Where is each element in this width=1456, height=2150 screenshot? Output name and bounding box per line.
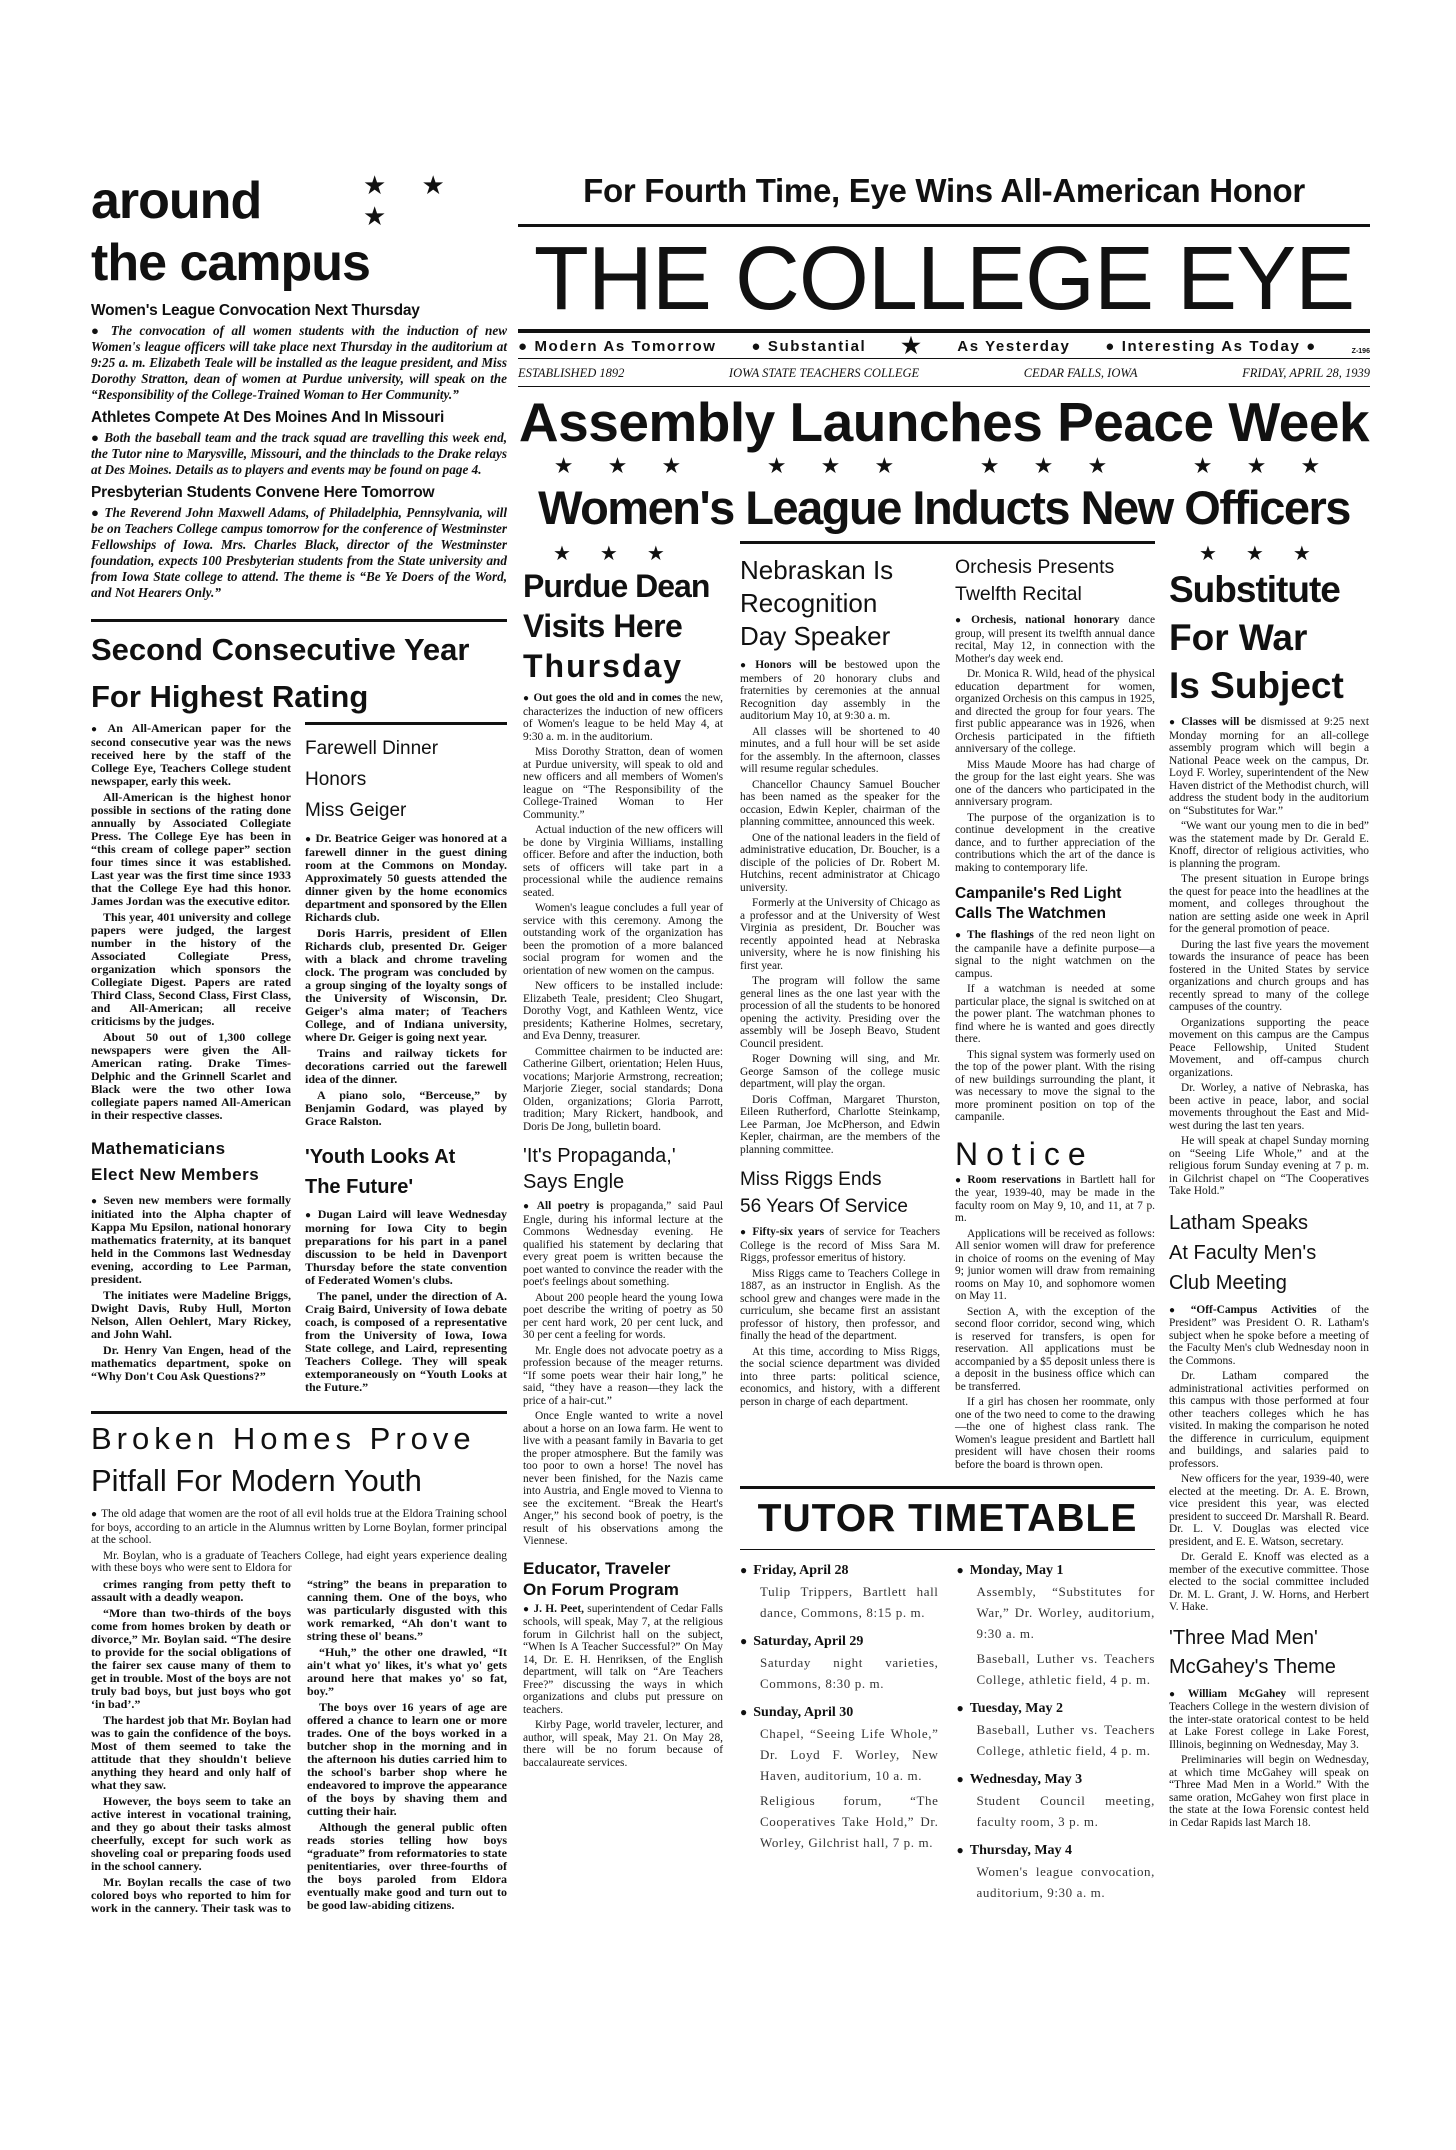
article-body xyxy=(955,614,1155,874)
stars-ornament: ★ ★ ★ xyxy=(363,170,459,231)
bullet-icon: ● xyxy=(740,1227,749,1238)
headline: Says Engle xyxy=(523,1171,625,1193)
article-all-american-body xyxy=(91,722,291,1122)
lead-words: Seven new members xyxy=(103,1193,212,1207)
paragraph: A piano solo, “Berceuse,” by Benjamin Godard, was played by Grace Ralston. xyxy=(305,1088,507,1128)
paragraph: About 200 people heard the young Iowa poet describe the writing of poetry as 50 per cent hard work, 20 per cent luck, and 30 per cent a feeling for words. xyxy=(523,1291,723,1341)
paragraph: Dr. Latham compared the administrational activities performed on this campus with those performed at four other teachers colleges which he has visited. In making the comparison he noted the difference in curriculum, equipment and buildings, and salaries paid to professors. xyxy=(1169,1370,1369,1470)
paragraph: One of the national leaders in the field of administrative education, Dr. Boucher, is a disciple of the policies of Dr. Robert M. Hutchins, recent administrator at Chicago university. xyxy=(740,831,940,894)
paragraph: Miss Maude Moore has had charge of the group for the last eight years. She was one of the dancers who participated in the anniversary program. xyxy=(955,758,1155,808)
bullet-icon: ● xyxy=(740,1705,748,1719)
article-body xyxy=(1169,1304,1369,1614)
college-name: IOWA STATE TEACHERS COLLEGE xyxy=(728,366,920,380)
headline: Thursday xyxy=(523,648,684,684)
article-body xyxy=(1169,716,1369,1198)
headline: Club Meeting xyxy=(1169,1271,1287,1294)
paragraph: Dr. Monica R. Wild, head of the physical education department for women, organized Orchesis on this campus in 1925, and directed the group for four years. The first public appearance was in 1926, when Orchesis participated in the fiftieth anniversary of the college. xyxy=(955,668,1155,755)
paragraph: Once Engle wanted to write a novel about a horse on an Iowa farm. He went to live with a peasant family in Bavaria to get the proper atmosphere. But the family was too poor to own a horse! The novel has never been finished, for the Nazis came into Austria, and Engle moved to Vienna to see the excitement. “Break the Heart's Anger,” his second book of poetry, is the result of his observations among the Viennese. xyxy=(523,1410,723,1547)
divider xyxy=(740,541,1155,544)
headline: Latham Speaks xyxy=(1169,1211,1308,1234)
paragraph xyxy=(523,692,723,743)
paragraph-text: will represent Teachers College in the western division of the inter-state oratorical contest to be held at Lake Forest college in Lake Forest, Illinois, beginning on Wednesday, May 3. xyxy=(1169,1687,1369,1751)
paragraph-text: The old adage that women are the root of all evil holds true at the Eldora Training school for boys, according to an article in the Alumnus written by Lorne Boylan, former principal at the school. xyxy=(91,1508,507,1546)
timetable-day xyxy=(957,1560,1156,1690)
timetable-day xyxy=(957,1698,1156,1761)
lead-words: Dugan Laird xyxy=(317,1207,387,1221)
bullet-icon: ● xyxy=(91,1196,100,1207)
paragraph: Organizations supporting the peace movement on this campus are the Campus Peace Fellowship, United Student Movement, and off-campus church organizations. xyxy=(1169,1016,1369,1079)
headline: Purdue Dean xyxy=(523,568,710,604)
lead-words: Room reservations xyxy=(967,1173,1061,1186)
bullet-icon: ● xyxy=(956,1843,964,1857)
paragraph: New officers to be installed include: Elizabeth Teale, president; Cleo Shugart, Dorothy Vogt, and Kathleen Wentz, vice presidents; Katherine Holmes, secretary, and Eva Denny, treasurer. xyxy=(523,980,723,1042)
timetable-event: Tulip Trippers, Bartlett hall dance, Commons, 8:15 p. m. xyxy=(760,1584,939,1620)
headline: Miss Geiger xyxy=(305,800,407,821)
paragraph: Dr. Henry Van Engen, head of the mathematics department, spoke on “Why Don't Cou Ask Questions?” xyxy=(91,1343,291,1383)
article-propaganda xyxy=(523,1143,723,1548)
headline: Substitute xyxy=(1169,569,1340,610)
lead-words: Honors will be xyxy=(755,659,837,671)
paragraph: However, the boys seem to take an active interest in vocational training, and they go about their tasks almost cheerfully, except for such work as shoveling coal or preparing foods used in the school cannery. xyxy=(91,1793,291,1873)
timetable-title: TUTOR TIMETABLE xyxy=(740,1486,1155,1550)
bullet-icon: ● xyxy=(523,693,530,704)
column-orchesis xyxy=(955,554,1155,1474)
timetable-event: Chapel, “Seeing Life Whole,” Dr. Loyd F. Worley, New Haven, auditorium, 10 a. m. xyxy=(760,1726,939,1783)
article-educator xyxy=(523,1558,723,1770)
article-purdue-dean xyxy=(523,541,723,1133)
brief-body: ● Both the baseball team and the track squad are travelling this week end, the Tutor nine to Marysville, Missouri, and the thinclads to the Drake relays at Des Moines. Details as to players and events may be found on page 4. xyxy=(91,430,507,477)
paragraph: He will speak at chapel Sunday morning on “Seeing Life Whole,” and at the religious forum Sunday evening at 7 p. m. in Gilchrist chapel on “The Cooperatives Take Hold.” xyxy=(1169,1135,1369,1197)
paragraph-text: bestowed upon the members of 20 honorary clubs and fraternities by ceremonies at the annual Recognition day assembly in the auditorium May 10, at 9:30 a. m. xyxy=(740,659,941,722)
paragraph-text: for the second consecutive year was the news received here by the staff of the College Eye, Teachers College student newspaper, early this week. xyxy=(91,721,291,788)
established: ESTABLISHED 1892 xyxy=(518,366,625,380)
bullet-icon: ● xyxy=(305,834,312,845)
timetable-event: Saturday night varieties, Commons, 8:30 p. m. xyxy=(760,1655,939,1691)
motto: ● Modern As Tomorrow xyxy=(518,337,717,355)
headline: At Faculty Men's xyxy=(1169,1241,1317,1264)
masthead xyxy=(518,172,1370,537)
timetable-date xyxy=(740,1560,939,1581)
paragraph: If a girl has chosen her roommate, only one of the two need to come to the drawing—the one of highest class rank. The Women's league president and Bartlett hall president will have chosen their rooms before the board is thrown open. xyxy=(955,1396,1155,1471)
brief-body: ● The convocation of all women students with the induction of new Women's league officers will take place next Thursday in the auditorium at 9:25 a. m. Elizabeth Teale will be installed as the league president, and Miss Dorothy Stratton, dean of women at Purdue university, will speak on the “Responsibility of the College-Trained Woman to Her Community.” xyxy=(91,323,507,402)
paragraph xyxy=(955,1174,1155,1225)
article-body xyxy=(740,1226,940,1408)
lead-words: An All-American paper xyxy=(107,721,241,735)
paragraph: Kirby Page, world traveler, lecturer, and author, will speak, May 21. On May 28, there will be no forum because of baccalaureate services. xyxy=(523,1719,723,1769)
timetable-date-text: Tuesday, May 2 xyxy=(969,1701,1063,1716)
paragraph-text: of service for Teachers College is the record of Miss Sara M. Riggs, professor emeritus of history. xyxy=(740,1226,940,1264)
stars-ornament: ★ ★ ★ xyxy=(1199,543,1323,565)
paragraph-text: was honored at a farewell dinner in the guest dining room at the Commons on Monday. Approximately 50 guests attended the dinner given by the home economics department and sponsored by the Ellen Richards club. xyxy=(305,831,507,924)
main-section xyxy=(518,172,1370,1903)
lead-words: All poetry is xyxy=(536,1200,604,1212)
paragraph: “We want our young men to die in bed” was the statement made by Dr. Gerald E. Knoff, director of religious activities, who is planning the program. xyxy=(1169,820,1369,870)
headline: Farewell Dinner xyxy=(305,738,439,759)
bullet-icon: ● xyxy=(740,1563,748,1577)
paragraph xyxy=(955,614,1155,665)
paragraph: “Huh,” the other one drawled, “It ain't what yo' likes, it's what yo' gets around here that makes yo' so fat, boy.” xyxy=(307,1644,507,1698)
bullet-icon: ● xyxy=(740,660,752,671)
paragraph-text: of the President” was President O. R. Latham's subject when he spoke before a meeting of the Faculty Men's club Wednesday noon in the Commons. xyxy=(1169,1303,1369,1367)
paragraph: The purpose of the organization is to continue development in the creative dance, and to further appreciation of the contributions which the art of the dance is making to contemporary life. xyxy=(955,811,1155,874)
timetable-event: Baseball, Luther vs. Teachers College, athletic field, 4 p. m. xyxy=(976,1651,1155,1687)
paragraph-text: will leave Wednesday morning for Iowa City to begin preparations for his part in a panel discussion to be held in Davenport Thursday before the state convention of Federated Women's clubs. xyxy=(305,1207,507,1287)
paragraph: Roger Downing will sing, and Mr. George Samson of the college music department, will play the organ. xyxy=(740,1053,940,1090)
headline: Mathematicians xyxy=(91,1139,226,1158)
timetable-date xyxy=(957,1769,1156,1790)
timetable-date xyxy=(957,1560,1156,1581)
paragraph-text: were formally initiated into the Alpha chapter of Kappa Mu Epsilon, national honorary mathematics fraternity, at its banquet held in the Commons last Wednesday evening, according to Lee Parman, president. xyxy=(91,1193,292,1286)
paragraph: The present situation in Europe brings the quest for peace into the headlines at the moment, and colleges throughout the nation are setting aside one week in April for the general promotion of peace. xyxy=(1169,873,1369,935)
paragraph xyxy=(305,832,507,924)
paragraph: Women's league concludes a full year of service with this ceremony. Among the outstanding work of the organization has been the promotion of a more balanced social program for women and the orientation of new women on the campus. xyxy=(523,902,723,977)
article-body xyxy=(305,832,507,1128)
second-headline: Women's League Inducts New Officers xyxy=(538,481,1350,534)
paragraph: Section A, with the exception of the second floor corridor, second wing, which is reserved for transfers, is open for reservation. All applications must be accompanied by a $5 deposit unless there is a deposit in the business office which can be transferred. xyxy=(955,1305,1155,1393)
timetable-date-text: Monday, May 1 xyxy=(969,1563,1064,1578)
bullet-icon: ● xyxy=(1169,1688,1184,1700)
paragraph-text: the new, characterizes the induction of new officers of Women's league to be held May 4, at 9:30 a. m. in the auditorium. xyxy=(523,692,723,743)
location: CEDAR FALLS, IOWA xyxy=(1023,366,1138,380)
paragraph: About 50 out of 1,300 college newspapers were given the All-American rating. Drake Times-Delphic and the Grinnell Scarlet and Black were the two other Iowa collegiate papers named All-American in their respective classes. xyxy=(91,1030,291,1122)
headline: Elect New Members xyxy=(91,1165,260,1184)
lead-words: J. H. Peet, xyxy=(533,1602,584,1615)
headline: Educator, Traveler xyxy=(523,1558,671,1578)
headline: Nebraskan Is xyxy=(740,555,894,585)
paragraph xyxy=(305,1208,507,1287)
paragraph xyxy=(740,1226,940,1265)
headline: Orchesis Presents xyxy=(955,556,1115,578)
paragraph-text: propaganda,” said Paul Engle, during his informal lecture at the Commons Wednesday evening. He qualified his statement by declaring that every great poem is written because the poet wanted to convince the reader with the poet's feelings about something. xyxy=(523,1200,723,1288)
headline: Campanile's Red Light xyxy=(955,885,1122,902)
paragraph: The program will follow the same general lines as the one last year with the procession of all the students to be honored opening the activity. Presiding over the assembly will be Joseph Beavo, Student Council president. xyxy=(740,975,940,1050)
paragraph xyxy=(91,1508,507,1547)
paragraph-text: dance group, will present its twelfth annual dance recital, May 12, in connection with the Mother's day week end. xyxy=(955,614,1155,665)
headline: For Highest Rating xyxy=(91,679,369,714)
paragraph: This signal system was formerly used on the top of the power plant. With the rising of new buildings surrounding the plant, it was necessary to move the signal to the more prominent position on top of the campanile. xyxy=(955,1048,1155,1123)
bullet-icon: ● xyxy=(956,1563,964,1577)
brief-headline: Athletes Compete At Des Moines And In Missouri xyxy=(91,409,445,426)
timetable-day xyxy=(740,1631,939,1694)
timetable-days xyxy=(740,1560,1155,1903)
paragraph xyxy=(955,929,1155,980)
paragraph xyxy=(1169,1304,1369,1368)
banner-headline: For Fourth Time, Eye Wins All-American Honor xyxy=(583,172,1305,209)
timetable-date-text: Sunday, April 30 xyxy=(753,1705,854,1720)
bullet-icon: ● xyxy=(305,1210,314,1221)
article-all-american-headline xyxy=(91,626,507,720)
timetable-event: Student Council meeting, faculty room, 3 p. m. xyxy=(976,1793,1155,1829)
paragraph: The hardest job that Mr. Boylan had was to gain the confidence of the boys. Most of them seemed to take the attitude that they shouldn't believe anything they heard and only half of what they saw. xyxy=(91,1712,291,1792)
bullet-icon: ● xyxy=(523,1201,533,1212)
article-latham xyxy=(1169,1208,1369,1614)
timetable-date-text: Wednesday, May 3 xyxy=(969,1772,1083,1787)
paragraph: Applications will be received as follows: All senior women will draw for preference in choice of rooms on the evening of May 9; junior women will draw from remaining rooms on May 10, and sophomore women on May 11. xyxy=(955,1227,1155,1302)
paragraph-text: dismissed at 9:25 next Monday morning for an all-college assembly program which will begin a National Peace week on the campus, Dr. Loyd F. Worley, superintendent of the New Haven district of the Methodist church, will address the student body in the auditorium on “Substitutes for War.” xyxy=(1169,716,1369,817)
tutor-timetable xyxy=(740,1486,1155,1903)
bullet-icon: ● xyxy=(955,1174,964,1186)
stars-ornament: ★ ★ ★ ★ ★ ★ ★ ★ ★ ★ ★ ★ xyxy=(553,453,1335,478)
paragraph: Preliminaries will begin on Wednesday, at which time McGahey will speak on “Three Mad Men in a World.” With the same oration, McGahey won first place in the state at the Iowa Forensic contest held in Cedar Rapids last March 18. xyxy=(1169,1754,1369,1829)
timetable-date xyxy=(957,1698,1156,1719)
timetable-day xyxy=(740,1560,939,1623)
paragraph: Dr. Gerald E. Knoff was elected as a member of the executive committee. Those elected to the social committee included Dr. M. L. Grant, J. W. Horns, and Herbert V. Hake. xyxy=(1169,1551,1369,1613)
paragraph: The boys over 16 years of age are offered a chance to learn one or more trades. One of the boys worked in a butcher shop in the morning and in the afternoon his duties carried him to the school's barber shop where he endeavored to improve the appearance of the boys by shaving them and cutting their hair. xyxy=(307,1699,507,1818)
paragraph: New officers for the year, 1939-40, were elected at the meeting. Dr. A. E. Brown, vice president this year, was elected president to succeed Dr. Marshall R. Beard. Dr. L. V. Douglas was elected vice president, and E. E. Watson, secretary. xyxy=(1169,1473,1369,1548)
paragraph: If a watchman is needed at some particular place, the signal is switched on at the power plant. The watchman phones to find where he is wanted and goes directly there. xyxy=(955,983,1155,1045)
timetable-event: Assembly, “Substitutes for War,” Dr. Worley, auditorium, 9:30 a. m. xyxy=(976,1584,1155,1641)
article-notice xyxy=(955,1134,1155,1472)
headline: Is Subject xyxy=(1169,665,1344,706)
headline: Second Consecutive Year xyxy=(91,632,470,667)
divider xyxy=(518,224,1370,227)
paragraph-text: superintendent of Cedar Falls schools, will speak, May 7, at the religious forum in Gilchrist hall on the subject, “When Is A Teacher Successful?” On May 14, Dr. E. H. Henriksen, of the English department, will talk on “Are Teachers Free?” discussing the ways in which organizations and clubs put pressure on teachers. xyxy=(523,1602,723,1716)
paragraph: Actual induction of the new officers will be done by Virginia Williams, installing officer. Before and after the induction, both sets of officers will take part in a processional while the audience remains seated. xyxy=(523,824,723,899)
lead-words: William McGahey xyxy=(1187,1687,1287,1700)
paragraph xyxy=(523,1200,723,1289)
newspaper-title: THE COLLEGE EYE xyxy=(533,229,1355,329)
article-miss-riggs xyxy=(740,1166,940,1408)
timetable-event: Women's league convocation, auditorium, 9:30 a. m. xyxy=(976,1864,1155,1900)
lead-words: “Off-Campus Activities xyxy=(1190,1303,1317,1316)
lead-words: Fifty-six years xyxy=(752,1226,825,1238)
headline: Honors xyxy=(305,769,367,790)
paragraph: Dr. Worley, a native of Nebraska, has been active in peace, labor, and social movements throughout the East and Mid-west during the last ten years. xyxy=(1169,1082,1369,1132)
headline: For War xyxy=(1169,617,1308,658)
bullet-icon: ● xyxy=(1169,1304,1187,1316)
paragraph: All-American is the highest honor possible in sections of the rating done annually by Associated Collegiate Press. The College Eye has been in “this cream of college paper” section four times since it was established. Last year was the first time since 1933 that the College Eye had this honor. James Jordan was the executive editor. xyxy=(91,790,291,908)
paragraph: Formerly at the University of Chicago as a professor and at the University of West Virginia as president, Dr. Boucher was recently appointed head at Nebraska university, where he is now finishing his first year. xyxy=(740,897,940,972)
column-group-center xyxy=(740,541,1155,1903)
paragraph: Mr. Boylan, who is a graduate of Teachers College, had eight years experience dealing with these boys who were sent to Eldora for xyxy=(91,1549,507,1574)
paragraph: Doris Coffman, Margaret Thurston, Eileen Rutherford, Charlotte Steinkamp, Lee Parman, Joe McPherson, and Edwin Kepler, chairman, are the members of the planning committee. xyxy=(740,1093,940,1156)
timetable-day xyxy=(957,1840,1156,1903)
headline: Visits Here xyxy=(523,608,683,644)
paragraph: Doris Harris, president of Ellen Richards club, presented Dr. Geiger with a black and chrome traveling clock. The program was concluded by a group singing of the loyalty songs of the University of Wisconsin, Dr. Geiger's alma mater; of Teachers College, and of Indiana university, where Dr. Geiger is going next year. xyxy=(305,926,507,1044)
paragraph xyxy=(1169,716,1369,817)
headline: 'Youth Looks At xyxy=(305,1146,456,1168)
article-orchesis xyxy=(955,554,1155,874)
headline: Miss Riggs Ends xyxy=(740,1169,882,1190)
headline: McGahey's Theme xyxy=(1169,1655,1336,1678)
article-youth-looks xyxy=(305,1142,507,1394)
section-title: the campus xyxy=(91,234,370,292)
bullet-icon: ● xyxy=(955,930,963,941)
edition-code: Z-196 xyxy=(1351,348,1370,355)
column-nebraskan xyxy=(740,554,940,1411)
paragraph-text: of the red neon light on the campanile have a definite purpose—a signal to the night watchmen on the campus. xyxy=(955,929,1156,980)
motto: ● Interesting As Today ● xyxy=(1105,337,1317,355)
lead-words: Orchesis, national honorary xyxy=(971,614,1120,626)
paragraph: The initiates were Madeline Briggs, Dwight Davis, Ruby Hull, Morton Nelson, Allen Oehlert, Mary Rickey, and John Wahl. xyxy=(91,1288,291,1341)
article-body xyxy=(91,1194,291,1383)
bullet-icon: ● xyxy=(740,1634,748,1648)
paragraph: During the last five years the movement towards the insurance of peace has been fostered in the United States by service organizations and church groups and has recently spread to many of the college campuses of the country. xyxy=(1169,938,1369,1013)
center-subcolumns xyxy=(740,554,1155,1474)
motto: As Yesterday xyxy=(957,337,1071,355)
headline: The Future' xyxy=(305,1176,414,1198)
brief-headline: Women's League Convocation Next Thursday xyxy=(91,302,420,319)
bullet-icon: ● xyxy=(91,1509,98,1520)
paragraph: crimes ranging from petty theft to assault with a deadly weapon. xyxy=(91,1576,291,1604)
paragraph: Chancellor Chauncy Samuel Boucher has been named as the speaker for the occasion, Edwin Kepler, chairman of the planning committee, announced this week. xyxy=(740,778,940,828)
timetable-date-text: Saturday, April 29 xyxy=(753,1634,864,1649)
article-body xyxy=(523,692,723,1133)
headline: Recognition xyxy=(740,588,878,618)
headline: Broken Homes Prove xyxy=(91,1421,476,1456)
article-body xyxy=(91,1578,507,1915)
timetable-date-text: Friday, April 28 xyxy=(753,1563,849,1578)
article-body xyxy=(955,929,1155,1124)
lead-words: Dr. Beatrice Geiger xyxy=(315,831,416,845)
left-subcolumn xyxy=(91,722,291,1386)
timetable-event: Religious forum, “The Cooperatives Take Hold,” Dr. Worley, Gilchrist hall, 7 p. m. xyxy=(760,1793,939,1850)
timetable-day xyxy=(740,1702,939,1853)
headline: Calls The Watchmen xyxy=(955,905,1107,922)
timetable-event: Baseball, Luther vs. Teachers College, athletic field, 4 p. m. xyxy=(976,1722,1155,1758)
around-the-campus-section xyxy=(91,168,507,601)
paragraph: Miss Dorothy Stratton, dean of women at Purdue university, will speak to old and new officers and all members of Women's league on “The Responsibility of the College-Trained Woman to Her Community.” xyxy=(523,746,723,821)
article-body xyxy=(523,1200,723,1548)
paragraph: Mr. Boylan recalls the case of two colored boys who reported to him for work in the cannery. Their task was to “string” the beans in preparation to canning them. One of the boys, who was particularly disgusted with this work remarked, “Ah don't want to string these ol' beans.” xyxy=(91,1576,507,1915)
article-substitute-for-war xyxy=(1169,541,1369,1198)
dateline xyxy=(518,359,1370,387)
divider xyxy=(91,619,507,622)
brief-body: ● The Reverend John Maxwell Adams, of Philadelphia, Pennsylvania, will be on Teachers College campus tomorrow for the conference of Westminster Fellowships of Iowa. Mrs. Charles Black, director of the Westminster foundation, expects 100 Presbyterian students from the State university and from Iowa State college to attend. The theme is “Be Ye Doers of the Word, and Not Hearers Only.” xyxy=(91,505,507,600)
paragraph: The panel, under the direction of A. Craig Baird, University of Iowa debate coach, is composed of a representative from the University of Iowa, Iowa State college, and Laird, representing Teachers College. They will speak extemporaneously on “Youth Looks at the Future.” xyxy=(305,1289,507,1394)
lead-words: Out goes the old and in comes xyxy=(533,692,682,704)
headline: Pitfall For Modern Youth xyxy=(91,1463,422,1498)
timetable-date xyxy=(957,1840,1156,1861)
timetable-date xyxy=(740,1631,939,1652)
headline: On Forum Program xyxy=(523,1579,679,1599)
column-right xyxy=(1169,541,1369,1832)
paragraph: Mr. Engle does not advocate poetry as a profession because of the meager returns. “If some poets wear their hair long,” he said, “they have a reason—they lack the price of a hair-cut.” xyxy=(523,1344,723,1407)
stars-ornament: ★ ★ ★ xyxy=(553,543,677,565)
headline: 'Three Mad Men' xyxy=(1169,1626,1318,1649)
right-subcolumn xyxy=(305,722,507,1397)
bullet-icon: ● xyxy=(956,1772,964,1786)
lead-words: Classes will be xyxy=(1181,716,1256,728)
timetable-date-text: Thursday, May 4 xyxy=(969,1843,1073,1858)
paragraph xyxy=(523,1603,723,1717)
timetable-date xyxy=(740,1702,939,1723)
paragraph: Trains and railway tickets for decorations carried out the farewell idea of the dinner. xyxy=(305,1046,507,1086)
headline: Notice xyxy=(955,1135,1094,1172)
headline: Day Speaker xyxy=(740,621,891,651)
article-body xyxy=(305,1208,507,1394)
left-section xyxy=(91,168,507,1915)
article-body xyxy=(955,1174,1155,1472)
paragraph xyxy=(91,722,291,788)
bullet-icon: ● xyxy=(91,724,104,735)
article-broken-homes xyxy=(91,1411,507,1915)
headline: 56 Years Of Service xyxy=(740,1196,908,1217)
article-intro xyxy=(91,1508,507,1575)
paragraph: At this time, according to Miss Riggs, the social science department was divided into three parts: political science, economics, and history, with a different person in charge of each department. xyxy=(740,1345,940,1408)
bullet-icon: ● xyxy=(955,615,968,626)
star-icon: ★ xyxy=(901,333,923,358)
article-mathematicians xyxy=(91,1136,291,1383)
brief-headline: Presbyterian Students Convene Here Tomorrow xyxy=(91,484,435,501)
paragraph xyxy=(740,659,940,723)
lead-headline: Assembly Launches Peace Week xyxy=(518,391,1370,453)
left-subcolumns xyxy=(91,722,507,1397)
timetable-day xyxy=(957,1769,1156,1832)
bullet-icon: ● xyxy=(956,1701,964,1715)
article-body xyxy=(740,659,940,1156)
article-nebraskan xyxy=(740,554,940,1156)
article-body xyxy=(523,1603,723,1770)
paragraph-text: in Bartlett hall for the year, 1939-40, may be made in the faculty room on May 9, 10, and 11, at 7 p. m. xyxy=(955,1173,1155,1224)
paragraph: “More than two-thirds of the boys come from homes broken by death or divorce,” Mr. Boylan said. “The desire to provide for the social obligations of the fairer sex cause many of them to get in trouble. Most of the boys are not truly bad boys, but just boys who got ‘in bad’.” xyxy=(91,1605,291,1711)
paragraph: Although the general public often reads stories telling how boys “graduate” from reformatories to state penitentiaries, over three-fourths of the boys paroled from Eldora eventually make good and turn out to be good law-abiding citizens. xyxy=(307,1819,507,1912)
main-columns xyxy=(518,541,1370,1903)
paragraph: Committee chairmen to be inducted are: Catherine Gilbert, orientation; Helen Huus, vocations; Marjorie Armstrong, recreation; Marjorie Zieger, social standards; Dona Olden, organizations; Gloria Parrott, tradition; Mary Rickert, handbook, and Doris De Jong, bulletin board. xyxy=(523,1045,723,1133)
paragraph xyxy=(91,1194,291,1286)
motto: ● Substantial xyxy=(751,337,867,355)
section-title: around xyxy=(91,172,262,230)
article-mcgahey xyxy=(1169,1624,1369,1830)
article-body xyxy=(1169,1688,1369,1830)
headline: Twelfth Recital xyxy=(955,583,1082,605)
paragraph: This year, 401 university and college papers were judged, the largest number in the history of the Associated Collegiate Press, organization which sponsors the Collegiate Digest. Papers are rated Third Class, Second Class, First Class, and All-American; all receive criticisms by the judges. xyxy=(91,910,291,1028)
article-farewell-dinner xyxy=(305,722,507,1128)
paragraph xyxy=(1169,1688,1369,1752)
motto-bar xyxy=(518,329,1370,359)
issue-date: FRIDAY, APRIL 28, 1939 xyxy=(1242,366,1370,380)
paragraph: Miss Riggs came to Teachers College in 1887, as an instructor in English. As the school grew and changes were made in the curriculum, she became first an assistant professor of history, then professor, and finally the head of the department. xyxy=(740,1267,940,1342)
lead-words: The flashings xyxy=(967,929,1034,941)
paragraph: All classes will be shortened to 40 minutes, and a full hour will be set aside for the assembly. In the afternoon, classes will resume regular schedules. xyxy=(740,725,940,775)
article-campanile xyxy=(955,884,1155,1124)
bullet-icon: ● xyxy=(1169,717,1178,728)
column-purdue xyxy=(523,541,723,1772)
headline: 'It's Propaganda,' xyxy=(523,1145,676,1167)
bullet-icon: ● xyxy=(523,1603,530,1615)
